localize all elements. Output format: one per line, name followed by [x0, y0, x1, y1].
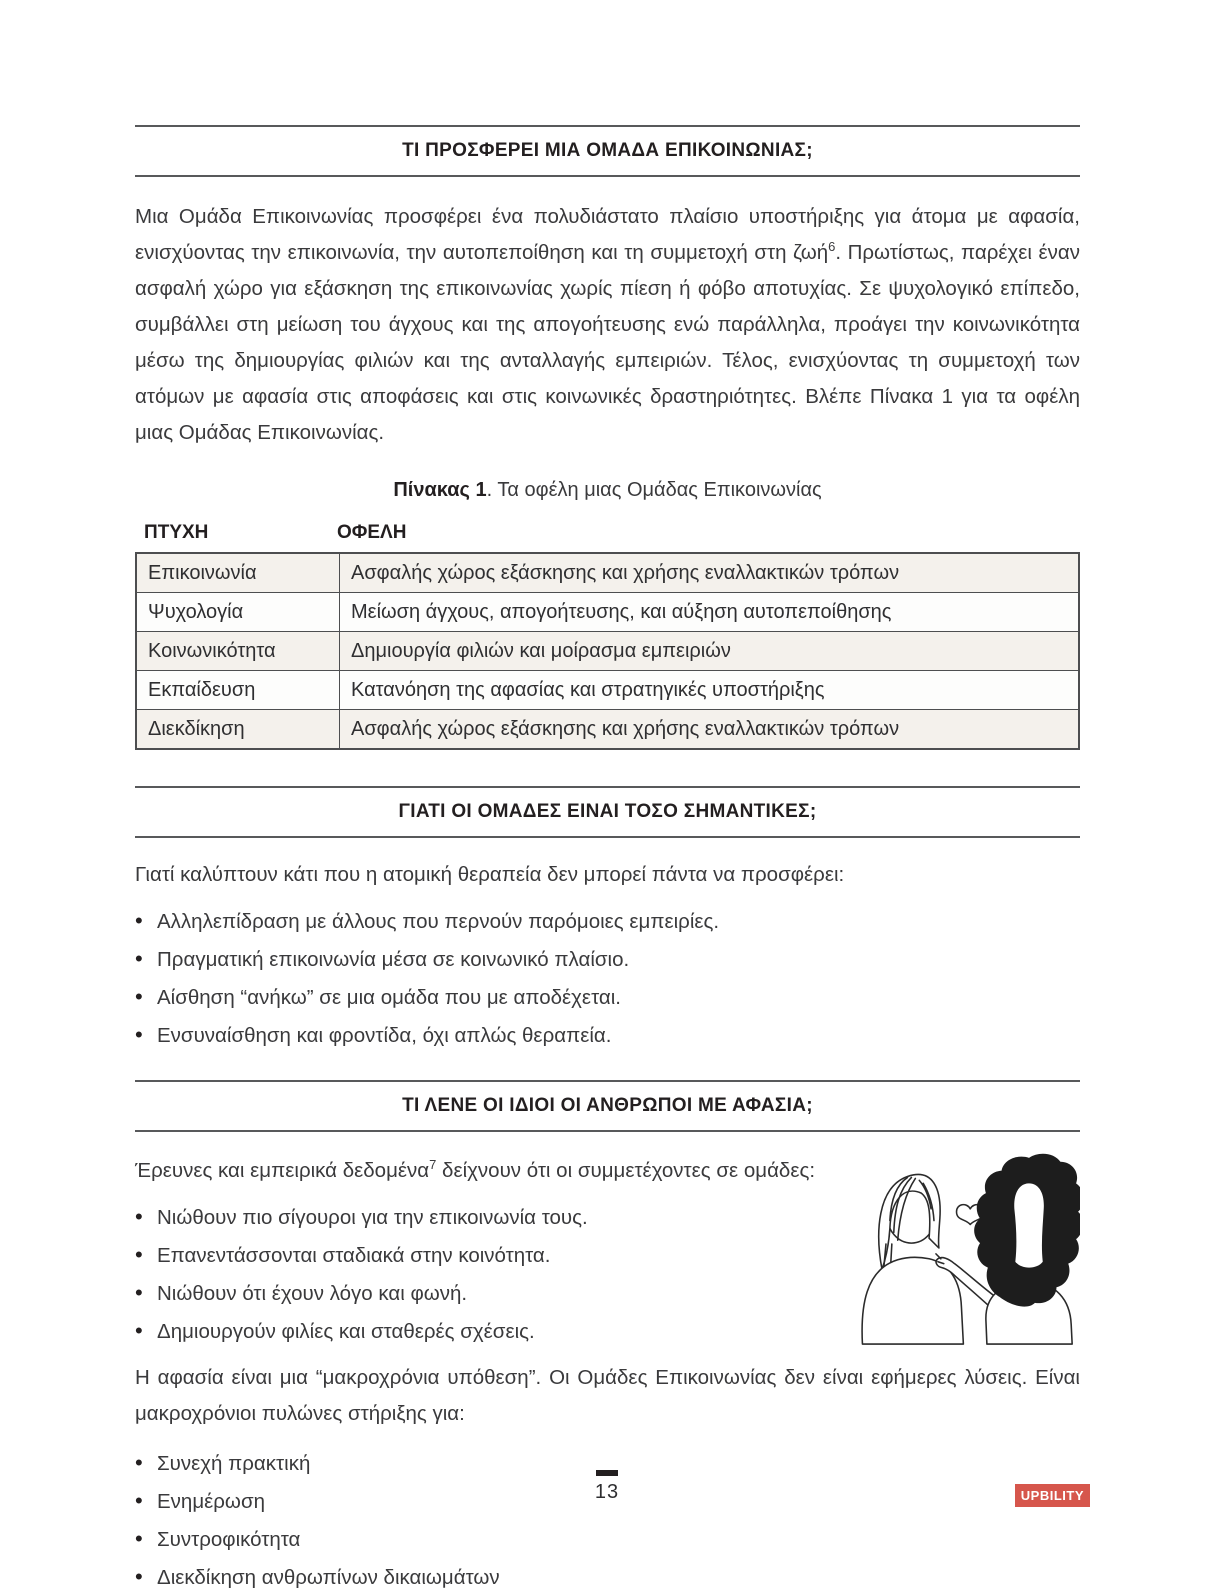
list-item-text: Αλληλεπίδραση με άλλους που περνούν παρόμοιες εμπειρίες.: [157, 910, 720, 933]
bullet-icon: •: [135, 946, 143, 971]
section2-intro: Γιατί καλύπτουν κάτι που η ατομική θεραπεία δεν μπορεί πάντα να προσφέρει:: [135, 863, 845, 886]
table-row: [136, 593, 1079, 632]
cell-benefit: Μείωση άγχους, απογοήτευσης, και αύξηση αυτοπεποίθησης: [340, 593, 1080, 632]
paragraph-text: Μια Ομάδα Επικοινωνίας προσφέρει ένα πολυδιάστατο πλαίσιο υποστήριξης για άτομα με αφασία, ενισχύοντας την επικοινωνία, την αυτοπεποίθηση και τη συμμετοχή στη ζωή: [135, 205, 1080, 264]
footnote-ref-7: 7: [429, 1157, 437, 1173]
list-item: [135, 1520, 1080, 1558]
list-item-text: Νιώθουν πιο σίγουροι για την επικοινωνία τους.: [157, 1206, 588, 1229]
bullet-icon: •: [135, 1242, 143, 1267]
bullet-icon: •: [135, 1450, 143, 1475]
page-footer: [0, 1470, 1214, 1504]
footnote-ref-6: 6: [828, 239, 836, 255]
table-caption-text: . Τα οφέλη μιας Ομάδας Επικοινωνίας: [486, 479, 822, 501]
bullet-icon: •: [135, 1488, 143, 1513]
table-caption-label: Πίνακας 1: [393, 479, 487, 501]
list-item: [135, 1236, 835, 1274]
list-item: [135, 940, 1080, 978]
illustration-container: [835, 1150, 1080, 1350]
cell-aspect: Διεκδίκηση: [136, 710, 340, 750]
cell-benefit: Ασφαλής χώρος εξάσκησης και χρήσης εναλλακτικών τρόπων: [340, 710, 1080, 750]
list-item-text: Επανεντάσσονται σταδιακά στην κοινότητα.: [157, 1244, 551, 1267]
cell-aspect: Εκπαίδευση: [136, 671, 340, 710]
section3-bullet-list: [135, 1198, 835, 1350]
benefits-table: [135, 552, 1080, 750]
list-item: [135, 1558, 1080, 1596]
two-women-heart-illustration: [835, 1150, 1080, 1346]
bullet-icon: •: [135, 984, 143, 1009]
list-item-text: Δημιουργούν φιλίες και σταθερές σχέσεις.: [157, 1320, 535, 1343]
list-item-text: Συντροφικότητα: [157, 1528, 301, 1551]
section-title-people-say: [135, 1080, 1080, 1132]
list-item-text: Ενημέρωση: [157, 1490, 265, 1513]
paragraph-text: δείχνουν ότι οι συμμετέχοντες σε ομάδες:: [436, 1159, 816, 1182]
bullet-icon: •: [135, 1280, 143, 1305]
bullet-icon: •: [135, 1204, 143, 1229]
closing-paragraph: Η αφασία είναι μια “μακροχρόνια υπόθεση”. Οι Ομάδες Επικοινωνίας δεν είναι εφήμερες λύσεις. Είναι μακροχρόνιοι πυλώνες στήριξης για:: [135, 1366, 1080, 1425]
table-row: [136, 553, 1079, 593]
cell-benefit: Ασφαλής χώρος εξάσκησης και χρήσης εναλλακτικών τρόπων: [340, 553, 1080, 593]
list-item-text: Διεκδίκηση ανθρωπίνων δικαιωμάτων: [157, 1566, 500, 1589]
list-item: [135, 902, 1080, 940]
cell-aspect: Ψυχολογία: [136, 593, 340, 632]
bullet-icon: •: [135, 908, 143, 933]
closing-bullet-list: [135, 1444, 1080, 1596]
column-header-benefit: ΟΦΕΛΗ: [337, 522, 407, 543]
section2-bullet-list: [135, 902, 1080, 1054]
footer-dash: [596, 1470, 618, 1476]
table-caption: [135, 479, 1080, 502]
table-row: [136, 632, 1079, 671]
list-item-text: Συνεχή πρακτική: [157, 1452, 311, 1475]
section-title-text: ΤΙ ΠΡΟΣΦΕΡΕΙ ΜΙΑ ΟΜΑΔΑ ΕΠΙΚΟΙΝΩΝΙΑΣ;: [402, 140, 813, 161]
section-title-text: ΓΙΑΤΙ ΟΙ ΟΜΑΔΕΣ ΕΙΝΑΙ ΤΟΣΟ ΣΗΜΑΝΤΙΚΕΣ;: [398, 801, 817, 822]
list-item-text: Νιώθουν ότι έχουν λόγο και φωνή.: [157, 1282, 468, 1305]
table-column-headers: [135, 522, 1080, 552]
bullet-icon: •: [135, 1022, 143, 1047]
list-item-text: Ενσυναίσθηση και φροντίδα, όχι απλώς θεραπεία.: [157, 1024, 612, 1047]
bullet-icon: •: [135, 1564, 143, 1589]
section-title-why-important: [135, 786, 1080, 838]
list-item-text: Αίσθηση “ανήκω” σε μια ομάδα που με αποδέχεται.: [157, 986, 621, 1009]
section-title-text: ΤΙ ΛΕΝΕ ΟΙ ΙΔΙΟΙ ΟΙ ΑΝΘΡΩΠΟΙ ΜΕ ΑΦΑΣΙΑ;: [402, 1095, 813, 1116]
column-header-aspect: ΠΤΥΧΗ: [144, 522, 209, 543]
page-number: 13: [594, 1481, 620, 1503]
cell-aspect: Επικοινωνία: [136, 553, 340, 593]
paragraph-text: . Πρωτίστως, παρέχει έναν ασφαλή χώρο για εξάσκηση της επικοινωνίας χωρίς πίεση ή φόβο αποτυχίας. Σε ψυχολογικό επίπεδο, συμβάλλει στη μείωση του άγχους και της απογοήτευσης ενώ παράλληλα, προάγει την κοινωνικότητα μέσω της δημιουργίας φιλιών και της ανταλλαγής εμπειριών. Τέλος, ενισχύοντας τη συμμετοχή των ατόμων με αφασία στις αποφάσεις και στις κοινωνικές δραστηριότητες. Βλέπε Πίνακα 1 για τα οφέλη μιας Ομάδας Επικοινωνίας.: [135, 241, 1081, 444]
section3-intro: [135, 1156, 835, 1186]
cell-benefit: Κατανόηση της αφασίας και στρατηγικές υποστήριξης: [340, 671, 1080, 710]
list-item-text: Πραγματική επικοινωνία μέσα σε κοινωνικό πλαίσιο.: [157, 948, 630, 971]
cell-benefit: Δημιουργία φιλιών και μοίρασμα εμπειριών: [340, 632, 1080, 671]
bullet-icon: •: [135, 1526, 143, 1551]
brand-badge: UPBILITY: [1015, 1484, 1090, 1507]
section3-text-column: [135, 1150, 835, 1350]
section-title-what-offers: [135, 125, 1080, 177]
cell-aspect: Κοινωνικότητα: [136, 632, 340, 671]
list-item: [135, 1312, 835, 1350]
intro-paragraph: [135, 199, 1080, 451]
list-item: [135, 978, 1080, 1016]
page-content: [135, 0, 1080, 1596]
bullet-icon: •: [135, 1318, 143, 1343]
text-and-illustration: [135, 1150, 1080, 1350]
table-row: [136, 671, 1079, 710]
table-row: [136, 710, 1079, 750]
list-item: [135, 1016, 1080, 1054]
list-item: [135, 1274, 835, 1312]
paragraph-text: Έρευνες και εμπειρικά δεδομένα: [135, 1159, 430, 1182]
list-item: [135, 1198, 835, 1236]
